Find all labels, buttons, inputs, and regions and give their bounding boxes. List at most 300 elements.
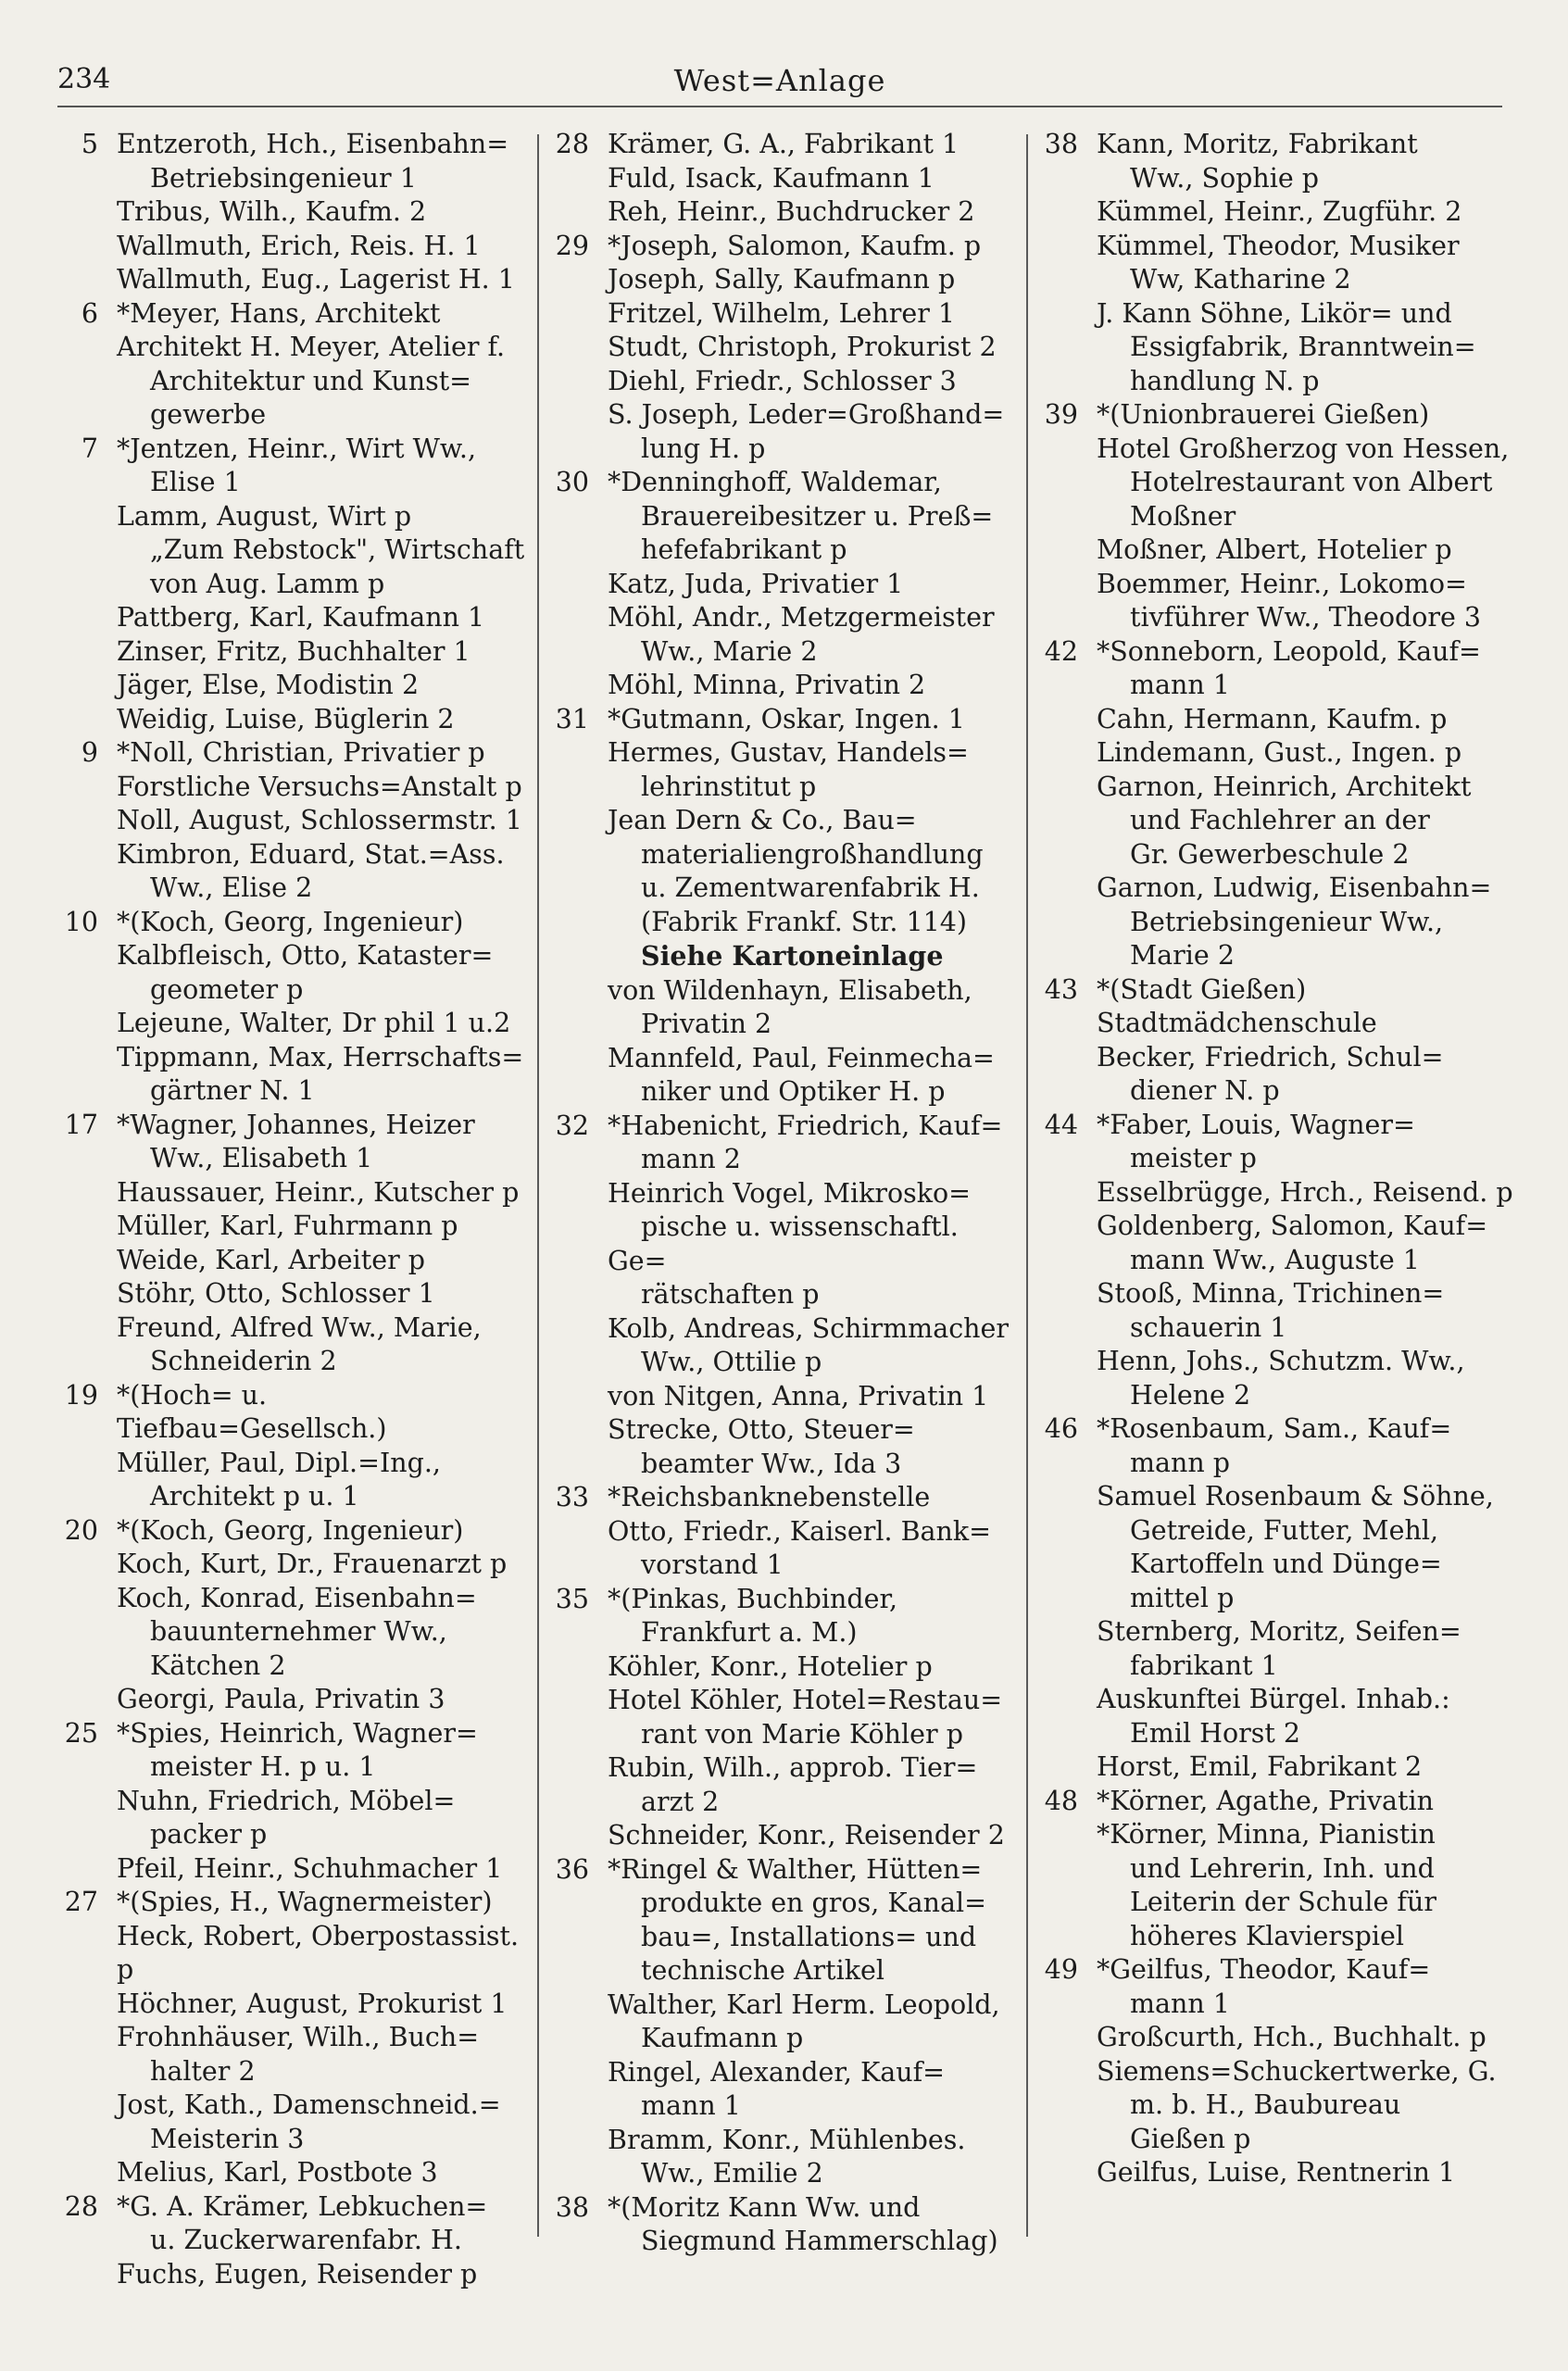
- entry-continuation: [1035, 1920, 1517, 1954]
- entry-text: Otto, Friedr., Kaiserl. Bank=: [608, 1515, 992, 1547]
- entry-text: Katz, Juda, Privatier 1: [608, 568, 904, 599]
- entry-text: *Wagner, Johannes, Heizer: [117, 1109, 475, 1140]
- entry-text: Frankfurt a. M.): [641, 1617, 858, 1648]
- entry-text: *Jentzen, Heinr., Wirt Ww.,: [117, 433, 477, 464]
- entry-text: Forstliche Versuchs=Anstalt p: [117, 771, 522, 802]
- column-divider-1: [537, 134, 539, 2237]
- directory-entry: [1035, 1277, 1517, 1311]
- entry-text: niker und Optiker H. p: [641, 1076, 946, 1107]
- directory-entry: [56, 1683, 530, 1717]
- house-number: 46: [1044, 1413, 1078, 1444]
- entry-continuation: [546, 1616, 1019, 1650]
- entry-continuation: [1035, 1852, 1517, 1887]
- entry-text: „Zum Rebstock", Wirtschaft: [150, 534, 525, 565]
- entry-text: Heinrich Vogel, Mikrosko=: [608, 1177, 972, 1209]
- entry-continuation: [1035, 1074, 1517, 1109]
- entry-text: Cahn, Hermann, Kaufm. p: [1097, 703, 1448, 734]
- entry-text: Boemmer, Heinr., Lokomo=: [1097, 568, 1467, 599]
- directory-entry: [546, 2124, 1019, 2158]
- entry-text: *Meyer, Hans, Architekt: [117, 297, 441, 329]
- directory-entry: [1035, 2055, 1517, 2089]
- house-number: 36: [555, 1853, 589, 1885]
- entry-continuation: [546, 1075, 1019, 1110]
- directory-entry: [56, 1582, 530, 1616]
- house-number-entry: [1035, 1785, 1517, 1819]
- entry-continuation: [56, 365, 530, 399]
- house-number-entry: [56, 297, 530, 332]
- entry-text: Getreide, Futter, Mehl,: [1130, 1514, 1439, 1546]
- entry-text: bauunternehmer Ww.,: [150, 1616, 447, 1647]
- directory-entry: [56, 1988, 530, 2022]
- house-number-entry: [56, 906, 530, 940]
- house-number: 39: [1044, 399, 1078, 430]
- directory-entry: [56, 1210, 530, 1244]
- entry-text: technische Artikel: [641, 1955, 884, 1986]
- entry-continuation: [546, 1346, 1019, 1380]
- house-number: 17: [64, 1109, 98, 1140]
- entry-continuation: [546, 771, 1019, 805]
- entry-text: *Denninghoff, Waldemar,: [608, 467, 942, 497]
- directory-entry: [56, 1244, 530, 1278]
- entry-text: Samuel Rosenbaum & Söhne,: [1097, 1481, 1494, 1512]
- house-number-entry: [546, 128, 1019, 162]
- entry-text: J. Kann Söhne, Likör= und: [1097, 297, 1452, 329]
- entry-text: Georgi, Paula, Privatin 3: [117, 1684, 445, 1714]
- entry-text: Nuhn, Friedrich, Möbel=: [117, 1785, 456, 1816]
- entry-continuation: [1035, 939, 1517, 973]
- entry-text: Elise 1: [150, 467, 241, 497]
- house-number: 38: [1044, 129, 1078, 159]
- entry-text: Müller, Karl, Fuhrmann p: [117, 1211, 458, 1241]
- entry-continuation: [1035, 601, 1517, 635]
- entry-text: Siegmund Hammerschlag): [641, 2226, 998, 2256]
- entry-text: *Ringel & Walther, Hütten=: [608, 1853, 983, 1885]
- entry-text: Zinser, Fritz, Buchhalter 1: [117, 635, 470, 667]
- house-number-entry: [56, 1379, 530, 1447]
- entry-text: Ww., Ottilie p: [641, 1347, 822, 1377]
- directory-entry: [56, 771, 530, 805]
- directory-entry: [56, 1176, 530, 1211]
- entry-text: mann 1: [641, 2090, 741, 2121]
- directory-entry: [546, 1177, 1019, 1211]
- entry-text: Fritzel, Wilhelm, Lehrer 1: [608, 297, 956, 329]
- entry-continuation: [546, 872, 1019, 906]
- page-header: [57, 57, 1502, 106]
- entry-text: Wallmuth, Eug., Lagerist H. 1: [117, 264, 515, 295]
- house-number: 48: [1044, 1785, 1078, 1816]
- house-number-entry: [56, 128, 530, 162]
- house-number-entry: [56, 433, 530, 467]
- house-number-entry: [1035, 398, 1517, 433]
- entry-text: Kartoffeln und Dünge=: [1130, 1549, 1442, 1579]
- entry-text: Pfeil, Heinr., Schuhmacher 1: [117, 1852, 503, 1884]
- entry-text: Kümmel, Theodor, Musiker: [1097, 230, 1460, 261]
- entry-continuation: [546, 1549, 1019, 1583]
- entry-text: Architekt p u. 1: [150, 1481, 359, 1512]
- entry-continuation: [56, 533, 530, 568]
- house-number: 30: [555, 467, 589, 497]
- entry-text: Koch, Konrad, Eisenbahn=: [117, 1582, 477, 1613]
- page-number: 234: [57, 63, 111, 95]
- entry-continuation: [546, 1954, 1019, 1988]
- house-number: 38: [555, 2191, 589, 2223]
- house-number-entry: [1035, 973, 1517, 1008]
- directory-entry: [1035, 736, 1517, 771]
- house-number-entry: [546, 230, 1019, 264]
- directory-entry: [56, 263, 530, 297]
- directory-entry: [56, 1007, 530, 1041]
- entry-text: *(Koch, Georg, Ingenieur): [117, 906, 464, 937]
- running-title: West=Anlage: [673, 63, 886, 98]
- directory-entry: [546, 804, 1019, 838]
- entry-continuation: [1035, 1886, 1517, 1920]
- entry-text: Pattberg, Karl, Kaufmann 1: [117, 602, 485, 633]
- entry-text: Kolb, Andreas, Schirmmacher: [608, 1312, 1009, 1344]
- entry-text: Ringel, Alexander, Kauf=: [608, 2056, 946, 2088]
- entry-text: *Körner, Agathe, Privatin: [1097, 1785, 1434, 1816]
- entry-text: Kimbron, Eduard, Stat.=Ass.: [117, 838, 505, 870]
- entry-text: (Fabrik Frankf. Str. 114): [641, 906, 968, 937]
- directory-entry: [546, 1988, 1019, 2023]
- entry-text: Möhl, Andr., Metzgermeister: [608, 602, 995, 633]
- entry-text: Reh, Heinr., Buchdrucker 2: [608, 196, 975, 227]
- entry-text: Garnon, Ludwig, Eisenbahn=: [1097, 872, 1492, 903]
- entry-continuation: [56, 2055, 530, 2089]
- entry-text: Privatin 2: [641, 1009, 772, 1039]
- entry-text: Noll, August, Schlossermstr. 1: [117, 805, 522, 835]
- directory-entry: [1035, 2021, 1517, 2055]
- directory-entry: [56, 2089, 530, 2123]
- entry-text: mittel p: [1130, 1582, 1235, 1613]
- entry-text: *Rosenbaum, Sam., Kauf=: [1097, 1413, 1452, 1444]
- entry-text: Moßner, Albert, Hotelier p: [1097, 534, 1452, 565]
- house-number-entry: [1035, 1953, 1517, 1988]
- entry-text: bau=, Installations= und: [641, 1921, 977, 1952]
- entry-text: Müller, Paul, Dipl.=Ing.,: [117, 1447, 441, 1478]
- directory-entry: [546, 398, 1019, 433]
- directory-entry: [1035, 771, 1517, 805]
- directory-entry: [56, 804, 530, 838]
- directory-entry: [1035, 1750, 1517, 1785]
- house-number: 5: [81, 129, 98, 159]
- directory-entry: [1035, 230, 1517, 264]
- entry-text: Tippmann, Max, Herrschafts=: [117, 1041, 524, 1073]
- entry-continuation: [546, 1278, 1019, 1312]
- house-number: 49: [1044, 1954, 1078, 1985]
- entry-text: meister H. p u. 1: [150, 1751, 376, 1782]
- directory-entry: [56, 939, 530, 973]
- entry-continuation: [1035, 365, 1517, 399]
- house-number: 28: [64, 2190, 98, 2222]
- house-number-entry: [1035, 128, 1517, 162]
- entry-text: Ww., Emilie 2: [641, 2158, 823, 2189]
- entry-continuation: [546, 939, 1019, 974]
- house-number: 33: [555, 1482, 589, 1512]
- entry-text: und Fachlehrer an der: [1130, 805, 1430, 835]
- entry-text: Strecke, Otto, Steuer=: [608, 1414, 915, 1445]
- house-number-entry: [56, 2190, 530, 2225]
- directory-entry: [1035, 1818, 1517, 1852]
- entry-continuation: [546, 1143, 1019, 1177]
- entry-text: lung H. p: [641, 433, 766, 464]
- directory-entry: [1035, 533, 1517, 568]
- entry-continuation: [56, 162, 530, 196]
- directory-entry: [546, 297, 1019, 332]
- directory-entry: [1035, 433, 1517, 467]
- entry-text: mann p: [1130, 1447, 1231, 1478]
- entry-text: Betriebsingenieur Ww.,: [1130, 906, 1444, 937]
- entry-text: Becker, Friedrich, Schul=: [1097, 1041, 1444, 1073]
- entry-text: Schneider, Konr., Reisender 2: [608, 1820, 1005, 1850]
- house-number-entry: [1035, 635, 1517, 670]
- entry-text: Krämer, G. A., Fabrikant 1: [608, 129, 960, 159]
- entry-text: *Gutmann, Oskar, Ingen. 1: [608, 703, 965, 734]
- entry-continuation: [546, 500, 1019, 534]
- house-number: 20: [64, 1514, 98, 1546]
- entry-text: mann 2: [641, 1144, 741, 1174]
- house-number: 42: [1044, 635, 1078, 667]
- entry-continuation: [56, 1480, 530, 1514]
- house-number: 6: [81, 297, 98, 329]
- entry-text: Jäger, Else, Modistin 2: [117, 670, 420, 700]
- entry-continuation: [1035, 1514, 1517, 1549]
- entry-continuation: [546, 1921, 1019, 1955]
- entry-text: mann 1: [1130, 670, 1230, 700]
- entry-continuation: [1035, 162, 1517, 196]
- house-number: 19: [64, 1379, 98, 1411]
- entry-text: diener N. p: [1130, 1075, 1280, 1106]
- house-number-entry: [56, 736, 530, 771]
- entry-text: Rubin, Wilh., approb. Tier=: [608, 1752, 978, 1783]
- entry-text: packer p: [150, 1819, 268, 1850]
- entry-text: u. Zuckerwarenfabr. H.: [150, 2225, 462, 2255]
- house-number-entry: [56, 1886, 530, 1920]
- entry-text: Leiterin der Schule für: [1130, 1887, 1436, 1917]
- entry-text: höheres Klavierspiel: [1130, 1920, 1404, 1951]
- entry-text: Mannfeld, Paul, Feinmecha=: [608, 1042, 995, 1073]
- entry-continuation: [1035, 1142, 1517, 1176]
- house-number-entry: [1035, 1109, 1517, 1143]
- entry-continuation: [56, 1074, 530, 1109]
- entry-text: Essigfabrik, Branntwein=: [1130, 332, 1476, 362]
- entry-text: *Geilfus, Theodor, Kauf=: [1097, 1954, 1431, 1985]
- house-number-entry: [546, 1481, 1019, 1515]
- house-number: 7: [81, 433, 98, 464]
- entry-text: gärtner N. 1: [150, 1075, 315, 1106]
- entry-text: meister p: [1130, 1143, 1257, 1173]
- entry-text: *Noll, Christian, Privatier p: [117, 737, 485, 768]
- entry-text: Lamm, August, Wirt p: [117, 500, 412, 532]
- entry-text: Walther, Karl Herm. Leopold,: [608, 1988, 1000, 2020]
- entry-text: Melius, Karl, Postbote 3: [117, 2157, 438, 2188]
- entry-continuation: [546, 2225, 1019, 2259]
- entry-text: *G. A. Krämer, Lebkuchen=: [117, 2190, 488, 2222]
- house-number-entry: [546, 1583, 1019, 1617]
- directory-entry: [546, 736, 1019, 771]
- directory-entry: [546, 1751, 1019, 1786]
- directory-entry: [56, 2021, 530, 2055]
- directory-entry: [1035, 1345, 1517, 1379]
- directory-entry: [546, 1312, 1019, 1347]
- directory-entry: [56, 669, 530, 703]
- entry-text: Marie 2: [1130, 940, 1235, 971]
- entry-text: produkte en gros, Kanal=: [641, 1888, 986, 1918]
- entry-text: Fuld, Isack, Kaufmann 1: [608, 162, 935, 194]
- entry-continuation: [1035, 1548, 1517, 1582]
- house-number: 28: [555, 129, 589, 159]
- entry-continuation: [56, 1750, 530, 1785]
- directory-entry: [56, 500, 530, 534]
- entry-text: *(Koch, Georg, Ingenieur): [117, 1514, 464, 1546]
- entry-text: m. b. H., Baubureau: [1130, 2089, 1401, 2120]
- entry-text: Hotel Köhler, Hotel=Restau=: [608, 1685, 1003, 1715]
- directory-entry: [546, 263, 1019, 297]
- entry-text: Studt, Christoph, Prokurist 2: [608, 332, 997, 362]
- house-number: 29: [555, 230, 589, 261]
- entry-continuation: [1035, 1650, 1517, 1684]
- entry-text: Lindemann, Gust., Ingen. p: [1097, 737, 1462, 768]
- directory-entry: [546, 2056, 1019, 2090]
- entry-text: *Habenicht, Friedrich, Kauf=: [608, 1110, 1003, 1141]
- entry-text: halter 2: [150, 2055, 256, 2087]
- entry-text: Gr. Gewerbeschule 2: [1130, 838, 1410, 870]
- house-number: 27: [64, 1887, 98, 1917]
- entry-text: *(Moritz Kann Ww. und: [608, 2191, 921, 2223]
- entry-continuation: [1035, 1311, 1517, 1346]
- directory-entry: [546, 669, 1019, 703]
- directory-entry: [56, 195, 530, 230]
- house-number-entry: [56, 1109, 530, 1143]
- entry-text: *Faber, Louis, Wagner=: [1097, 1109, 1415, 1140]
- house-number: 9: [81, 737, 98, 768]
- entry-continuation: [546, 2089, 1019, 2124]
- directory-entry: [546, 601, 1019, 635]
- entry-text: Architektur und Kunst=: [150, 365, 472, 396]
- directory-entry: [546, 365, 1019, 399]
- entry-text: Auskunftei Bürgel. Inhab.:: [1097, 1684, 1450, 1714]
- entry-text: rätschaften p: [641, 1279, 820, 1310]
- entry-text: Helene 2: [1130, 1379, 1251, 1411]
- entry-text: Joseph, Sally, Kaufmann p: [608, 264, 956, 295]
- entry-text: Hotel Großherzog von Hessen,: [1097, 433, 1510, 464]
- entry-text: Stooß, Minna, Trichinen=: [1097, 1278, 1445, 1309]
- entry-text: arzt 2: [641, 1786, 720, 1817]
- entry-text: Heck, Robert, Oberpostassist. p: [117, 1920, 520, 1985]
- entry-text: Lejeune, Walter, Dr phil 1 u.2: [117, 1008, 511, 1038]
- house-number-entry: [546, 2191, 1019, 2226]
- house-number: 35: [555, 1583, 589, 1614]
- directory-entry: [56, 1311, 530, 1346]
- entry-text: *(Spies, H., Wagnermeister): [117, 1887, 493, 1917]
- house-number-entry: [546, 1110, 1019, 1144]
- entry-continuation: [1035, 838, 1517, 872]
- entry-text: *Reichsbanknebenstelle: [608, 1482, 931, 1512]
- directory-entry: [546, 331, 1019, 365]
- entry-text: Hotelrestaurant von Albert: [1130, 467, 1493, 497]
- entry-continuation: [56, 872, 530, 906]
- entry-continuation: [56, 398, 530, 433]
- column-middle: [546, 128, 1019, 2259]
- entry-continuation: [1035, 2123, 1517, 2157]
- entry-text: *Joseph, Salomon, Kaufm. p: [608, 230, 982, 261]
- entry-text: Stadtmädchenschule: [1097, 1008, 1377, 1038]
- entry-text: Stöhr, Otto, Schlosser 1: [117, 1278, 435, 1309]
- directory-entry: [546, 195, 1019, 230]
- house-number: 43: [1044, 973, 1078, 1005]
- entry-text: Weidig, Luise, Büglerin 2: [117, 703, 455, 734]
- directory-entry: [546, 568, 1019, 602]
- entry-text: von Aug. Lamm p: [150, 568, 385, 599]
- entry-text: gewerbe: [150, 399, 267, 430]
- entry-continuation: [56, 466, 530, 500]
- directory-entry: [56, 1920, 530, 1988]
- entry-continuation: [546, 635, 1019, 670]
- entry-continuation: [546, 1448, 1019, 1482]
- entry-continuation: [1035, 1447, 1517, 1481]
- entry-continuation: [1035, 1582, 1517, 1616]
- entry-continuation: [546, 838, 1019, 872]
- entry-continuation: [546, 533, 1019, 568]
- directory-entry: [546, 1380, 1019, 1414]
- directory-entry: [56, 635, 530, 670]
- entry-continuation: [546, 2022, 1019, 2056]
- directory-entry: [1035, 872, 1517, 906]
- entry-text: Architekt H. Meyer, Atelier f.: [117, 332, 506, 362]
- directory-entry: [56, 1785, 530, 1819]
- directory-entry: [546, 1413, 1019, 1448]
- entry-text: *Sonneborn, Leopold, Kauf=: [1097, 635, 1481, 667]
- entry-text: Esselbrügge, Hrch., Reisend. p: [1097, 1176, 1513, 1208]
- entry-continuation: [56, 568, 530, 602]
- house-number-entry: [546, 466, 1019, 500]
- entry-text: tivführer Ww., Theodore 3: [1130, 602, 1482, 633]
- entry-text: hefefabrikant p: [641, 534, 847, 565]
- house-number: 31: [555, 703, 589, 734]
- directory-entry: [56, 1548, 530, 1582]
- entry-continuation: [56, 1650, 530, 1684]
- directory-entry: [1035, 297, 1517, 332]
- directory-entry: [546, 1819, 1019, 1853]
- entry-text: Sternberg, Moritz, Seifen=: [1097, 1616, 1461, 1647]
- entry-text: Ww., Sophie p: [1130, 162, 1320, 194]
- house-number-entry: [546, 703, 1019, 737]
- entry-continuation: [546, 2157, 1019, 2191]
- directory-entry: [1035, 1683, 1517, 1717]
- entry-text: Jost, Kath., Damenschneid.=: [117, 2089, 501, 2120]
- entry-text: beamter Ww., Ida 3: [641, 1448, 902, 1479]
- directory-entry: [1035, 2156, 1517, 2190]
- entry-text: Meisterin 3: [150, 2123, 305, 2154]
- entry-text: Hermes, Gustav, Handels=: [608, 737, 969, 768]
- entry-text: Kätchen 2: [150, 1650, 286, 1681]
- directory-entry: [1035, 1210, 1517, 1244]
- entry-text: Betriebsingenieur 1: [150, 162, 417, 194]
- entry-continuation: [546, 433, 1019, 467]
- directory-entry: [1035, 195, 1517, 230]
- entry-text: Goldenberg, Salomon, Kauf=: [1097, 1211, 1488, 1241]
- column-divider-2: [1026, 134, 1028, 2237]
- entry-text: Diehl, Friedr., Schlosser 3: [608, 365, 957, 396]
- entry-continuation: [546, 1718, 1019, 1752]
- directory-entry: [56, 1041, 530, 1075]
- entry-text: Horst, Emil, Fabrikant 2: [1097, 1751, 1423, 1782]
- entry-text: Ww., Elisabeth 1: [150, 1143, 373, 1173]
- entry-text: pische u. wissenschaftl. Ge=: [608, 1211, 959, 1276]
- entry-text: mann 1: [1130, 1988, 1230, 2019]
- directory-entry: [546, 162, 1019, 196]
- entry-text: und Lehrerin, Inh. und: [1130, 1852, 1435, 1884]
- entry-text: Tribus, Wilh., Kaufm. 2: [117, 196, 427, 227]
